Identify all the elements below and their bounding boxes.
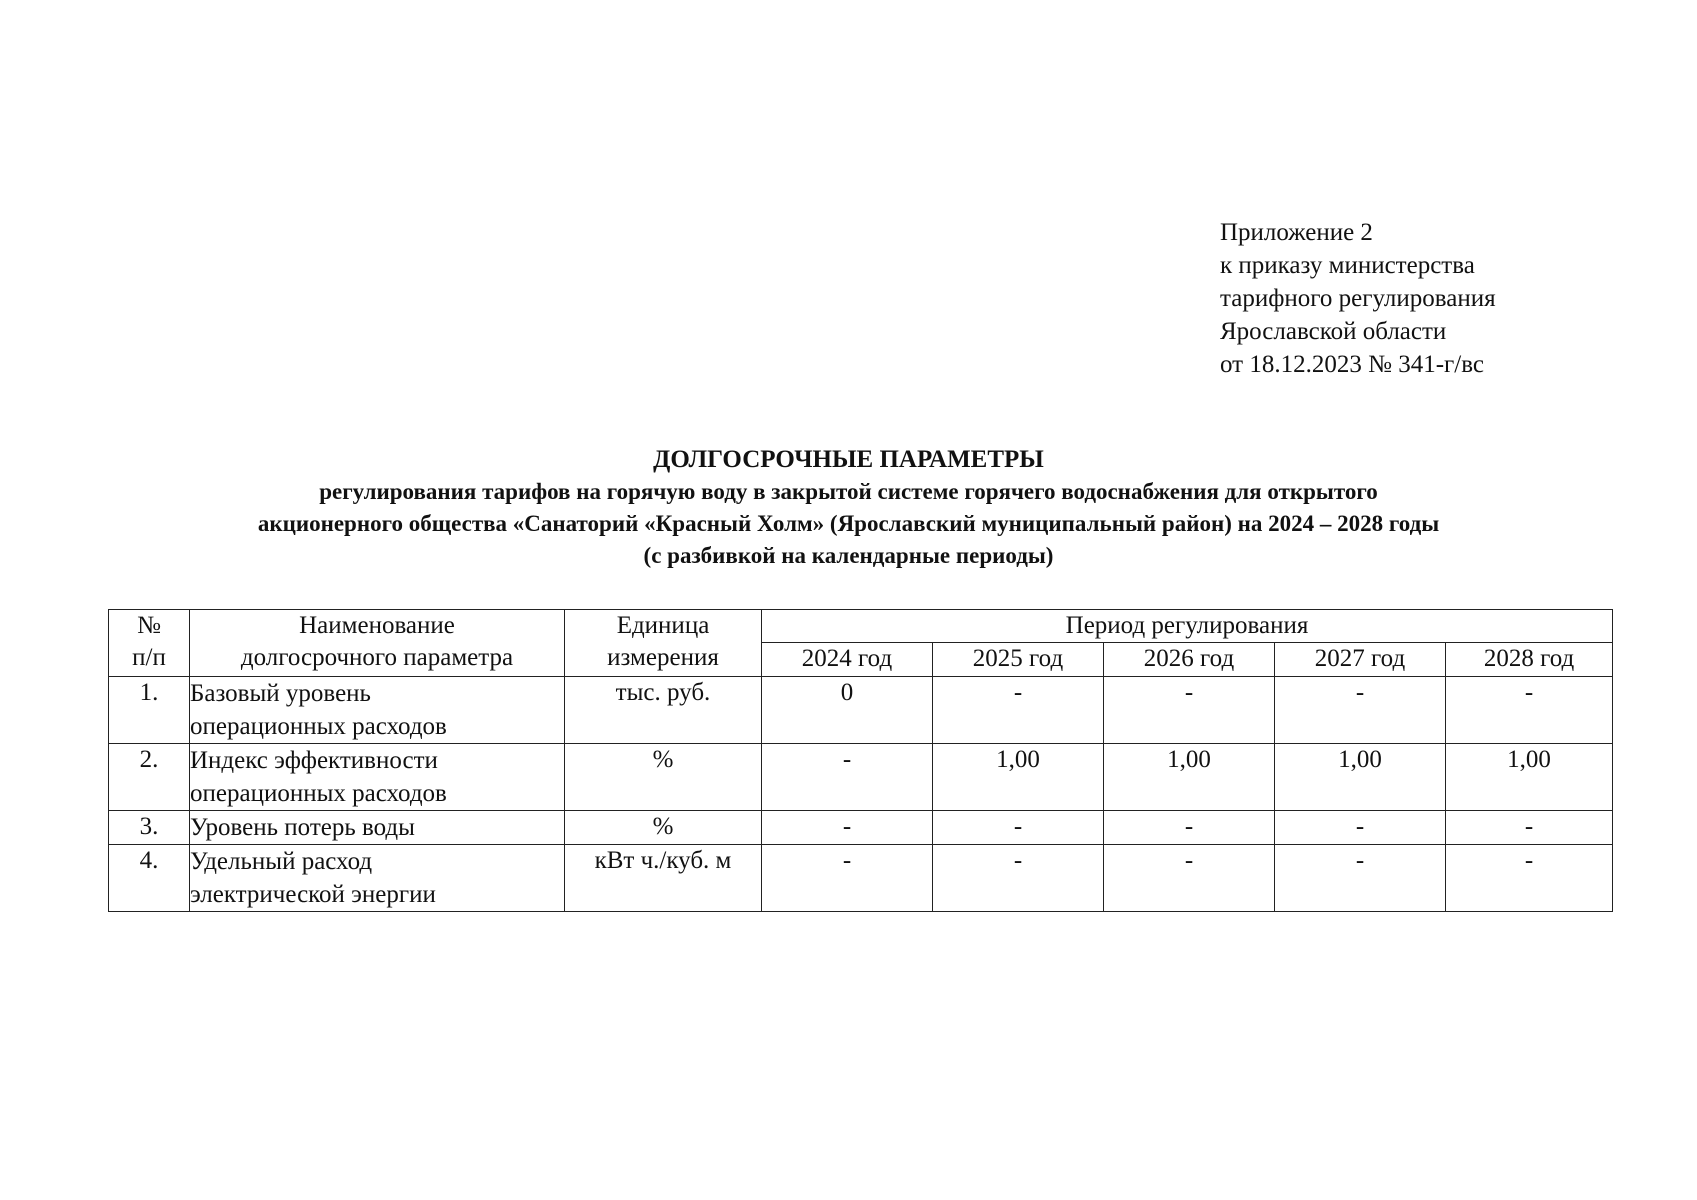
row-value: -	[762, 811, 933, 845]
table-row	[109, 811, 1613, 845]
header-unit-line1: Единица	[616, 612, 710, 639]
header-name-line1: Наименование	[299, 612, 455, 639]
header-number	[109, 610, 190, 677]
row-value: -	[1275, 845, 1446, 912]
appendix-line: от 18.12.2023 № 341-г/вс	[1220, 351, 1484, 378]
header-year: 2027 год	[1275, 643, 1446, 677]
row-value: -	[1275, 677, 1446, 744]
row-value: 1,00	[1446, 744, 1613, 811]
document-title	[0, 444, 1697, 572]
table-row	[109, 744, 1613, 811]
row-value: -	[1104, 677, 1275, 744]
row-unit: %	[565, 811, 762, 845]
title-subtitle-line: акционерного общества «Санаторий «Красный Холм» (Ярославский муниципальный район) на 2024 – 2028 годы	[257, 511, 1440, 536]
row-number: 2.	[109, 744, 190, 811]
row-value: 0	[762, 677, 933, 744]
row-number: 1.	[109, 677, 190, 744]
row-value: -	[1446, 845, 1613, 912]
table-header-row	[109, 610, 1613, 643]
header-parameter-name	[190, 610, 565, 677]
title-subtitle-line: регулирования тарифов на горячую воду в закрытой системе горячего водоснабжения для открытого	[319, 479, 1378, 504]
header-year: 2024 год	[762, 643, 933, 677]
parameters-table	[108, 609, 1613, 912]
row-number: 3.	[109, 811, 190, 845]
row-value: -	[1104, 811, 1275, 845]
row-unit: %	[565, 744, 762, 811]
header-unit	[565, 610, 762, 677]
table-row	[109, 677, 1613, 744]
row-value: -	[762, 845, 933, 912]
row-value: -	[933, 811, 1104, 845]
header-unit-line2: измерения	[607, 644, 719, 671]
appendix-line: Ярославской области	[1220, 318, 1447, 345]
row-parameter-name	[190, 677, 565, 744]
row-unit: тыс. руб.	[565, 677, 762, 744]
header-regulation-period: Период регулирования	[762, 610, 1613, 643]
row-name-line2: операционных расходов	[190, 713, 447, 740]
row-number: 4.	[109, 845, 190, 912]
row-name-line1: Уровень потерь воды	[190, 814, 415, 841]
row-name-line2: электрической энергии	[190, 881, 436, 908]
header-year: 2025 год	[933, 643, 1104, 677]
row-value: -	[933, 845, 1104, 912]
appendix-reference	[1220, 216, 1496, 381]
row-unit: кВт ч./куб. м	[565, 845, 762, 912]
row-value: -	[1446, 811, 1613, 845]
appendix-line: к приказу министерства	[1220, 252, 1475, 279]
row-name-line1: Удельный расход	[190, 848, 373, 875]
row-name-line1: Базовый уровень	[190, 680, 371, 707]
appendix-line: Приложение 2	[1220, 219, 1373, 246]
row-value: 1,00	[1275, 744, 1446, 811]
row-value: -	[1446, 677, 1613, 744]
row-value: -	[762, 744, 933, 811]
row-name-line2: операционных расходов	[190, 780, 447, 807]
header-name-line2: долгосрочного параметра	[240, 644, 514, 671]
row-value: -	[1275, 811, 1446, 845]
row-value: -	[1104, 845, 1275, 912]
row-name-line1: Индекс эффективности	[190, 747, 438, 774]
row-value: 1,00	[933, 744, 1104, 811]
header-year: 2028 год	[1446, 643, 1613, 677]
header-year: 2026 год	[1104, 643, 1275, 677]
row-value: -	[933, 677, 1104, 744]
row-parameter-name	[190, 811, 565, 845]
table-row	[109, 845, 1613, 912]
header-number-line1: №	[137, 612, 161, 639]
row-parameter-name	[190, 845, 565, 912]
header-number-line2: п/п	[132, 644, 166, 671]
row-parameter-name	[190, 744, 565, 811]
title-subtitle-line: (с разбивкой на календарные периоды)	[643, 543, 1054, 568]
title-main: ДОЛГОСРОЧНЫЕ ПАРАМЕТРЫ	[653, 446, 1044, 473]
appendix-line: тарифного регулирования	[1220, 285, 1496, 312]
row-value: 1,00	[1104, 744, 1275, 811]
